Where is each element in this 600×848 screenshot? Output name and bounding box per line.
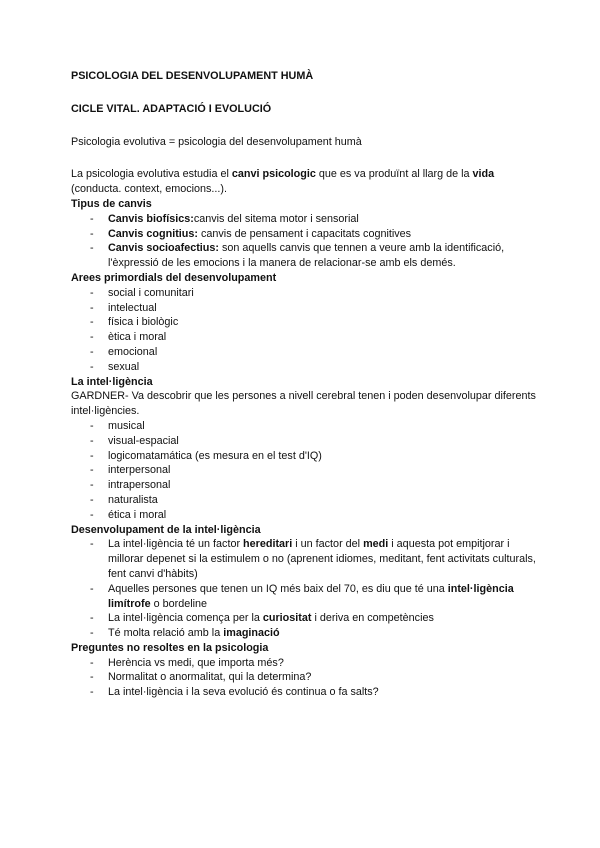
list-item: - naturalista	[90, 493, 158, 506]
document-content	[71, 69, 541, 700]
list-item: - Canvis cognitius: canvis de pensament i capacitats cognitives	[90, 227, 412, 240]
list-item: - logicomatamática (es mesura en el test d'IQ)	[90, 449, 322, 462]
section-heading-development: Desenvolupament de la intel·ligència	[71, 523, 261, 536]
list-item: - intrapersonal	[90, 479, 171, 492]
document-title: PSICOLOGIA DEL DESENVOLUPAMENT HUMÀ	[71, 70, 314, 82]
list-item: - social i comunitari	[90, 286, 194, 299]
definition-paragraph: Psicologia evolutiva = psicologia del desenvolupament humà	[71, 135, 362, 148]
list-item: - La intel·ligència comença per la curiositat i deriva en competències	[90, 612, 434, 625]
list-item: - interpersonal	[90, 464, 171, 477]
list-item: - musical	[90, 419, 145, 432]
questions-list	[71, 656, 541, 700]
list-item: - emocional	[90, 345, 158, 358]
arees-list	[71, 286, 541, 375]
list-item: - La intel·ligència i la seva evolució és continua o fa salts?	[90, 686, 379, 699]
list-item: - ètica i moral	[90, 331, 167, 344]
list-item: - sexual	[90, 360, 140, 373]
section-heading-tipus: Tipus de canvis	[71, 197, 152, 210]
list-item: - Canvis socioafectius: son aquells canvis que tennen a veure amb la identificació, l'èxpressió de les emocions i la manera de relacionar-se amb els demés.	[90, 242, 505, 270]
gardner-paragraph: GARDNER- Va descobrir que les persones a nivell cerebral tenen i poden desenvolupar diferents intel·ligències.	[71, 390, 536, 418]
list-item: - Herència vs medi, que importa més?	[90, 656, 284, 669]
section-heading-intelligence: La intel·ligència	[71, 375, 153, 388]
intelligence-list	[71, 419, 541, 523]
development-list	[71, 537, 541, 641]
list-item: - ética i moral	[90, 508, 167, 521]
list-item: - intelectual	[90, 301, 157, 314]
list-item: - Té molta relació amb la imaginació	[90, 627, 280, 640]
list-item: - visual-espacial	[90, 434, 179, 447]
list-item: - física i biològic	[90, 316, 179, 329]
section-heading-questions: Preguntes no resoltes en la psicologia	[71, 641, 269, 654]
intro-paragraph: La psicologia evolutiva estudia el canvi psicologic que es va produïnt al llarg de la vida (conducta. context, emocions...).	[71, 168, 495, 196]
tipus-list	[71, 212, 541, 271]
list-item: - Normalitat o anormalitat, qui la determina?	[90, 671, 312, 684]
section-heading-arees: Arees primordials del desenvolupament	[71, 271, 277, 284]
list-item: - La intel·ligència té un factor hereditari i un factor del medi i aquesta pot empitjorar i millorar depenet si la estimulem o no (aprenent idiomes, meditant, fent activitats culturals, fent canvi d'hàbits)	[90, 538, 536, 580]
document-subtitle: CICLE VITAL. ADAPTACIÓ I EVOLUCIÓ	[71, 102, 272, 115]
list-item: - Canvis biofísics:canvis del sitema motor i sensorial	[90, 212, 359, 225]
list-item: - Aquelles persones que tenen un IQ més baix del 70, es diu que té una intel·ligència limítrofe o bordeline	[90, 582, 514, 610]
